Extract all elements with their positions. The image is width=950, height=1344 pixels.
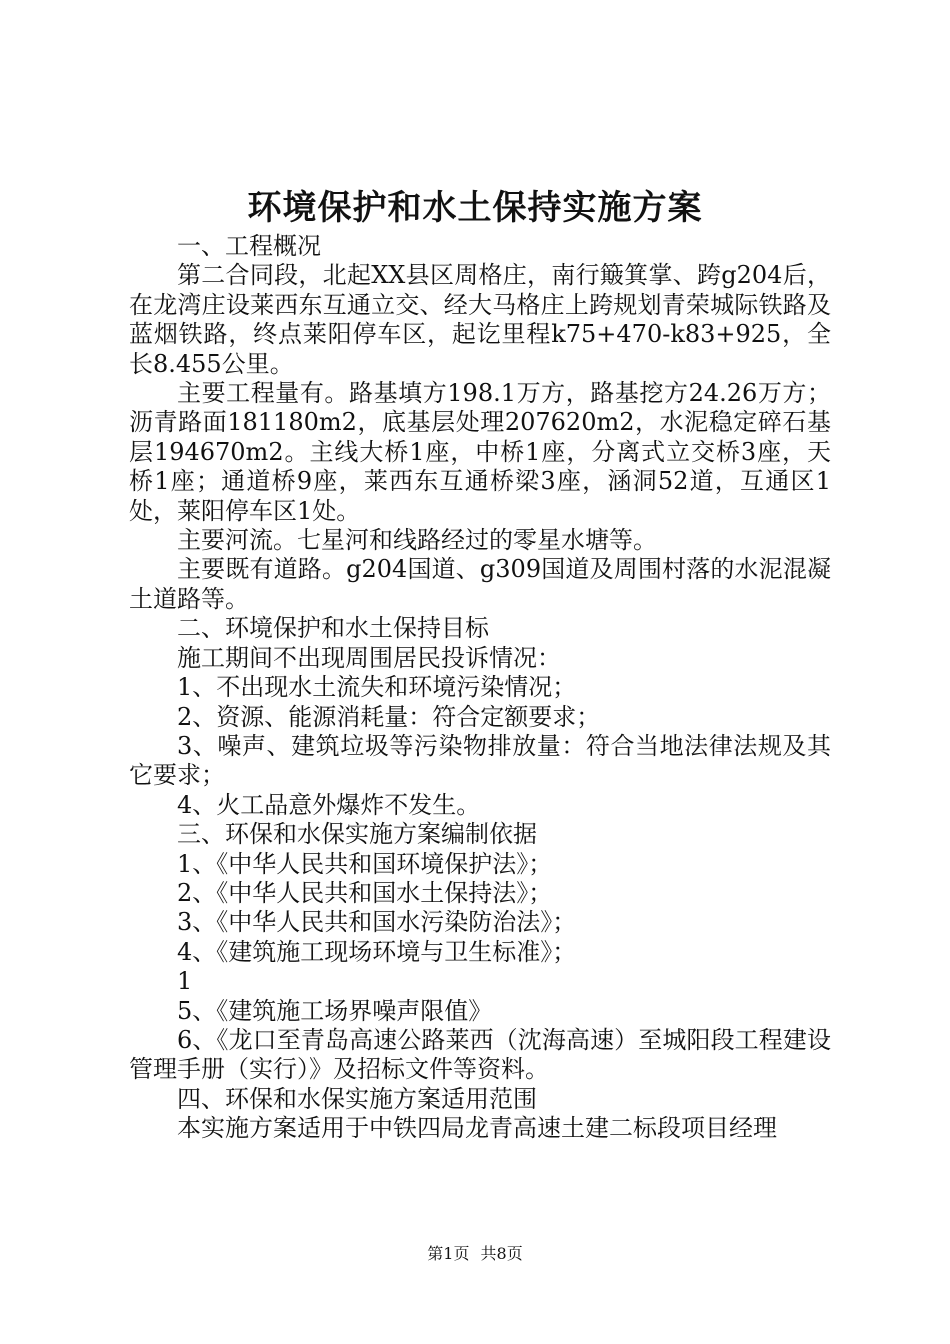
page-number: 第1页 — [427, 1244, 470, 1263]
list-item-basis-6: 6、《龙口至青岛高速公路莱西（沈海高速）至城阳段工程建设管理手册（实行）》及招标文件等资料。 — [129, 1025, 831, 1084]
section-heading-goals: 二、环境保护和水土保持目标 — [177, 614, 489, 643]
list-item-basis-1: 1、《中华人民共和国环境保护法》； — [177, 849, 553, 878]
paragraph-no-complaints: 施工期间不出现周围居民投诉情况： — [177, 643, 561, 672]
paragraph-main-quantities: 主要工程量有。路基填方198.1万方，路基挖方24.26万方；沥青路面181180m2，底基层处理207620m2，水泥稳定碎石基层194670m2。主线大桥1座，中桥1座，分离式立交桥3座，天桥1座；通道桥9座，莱西东互通桥梁3座，涵洞52道，互通区1处，莱阳停车区1处。 — [129, 379, 831, 525]
document-title: 环境保护和水土保持实施方案 — [247, 188, 703, 228]
list-item-basis-3: 3、《中华人民共和国水污染防治法》； — [177, 908, 577, 937]
list-item-basis-2: 2、《中华人民共和国水土保持法》； — [177, 878, 553, 907]
list-item-basis-4: 4、《建筑施工现场环境与卫生标准》； — [177, 937, 577, 966]
section-heading-scope: 四、环保和水保实施方案适用范围 — [177, 1084, 537, 1113]
paragraph-existing-roads: 主要既有道路。g204国道、g309国道及周围村落的水泥混凝土道路等。 — [129, 555, 831, 613]
section-heading-basis: 三、环保和水保实施方案编制依据 — [177, 820, 537, 849]
paragraph-main-rivers: 主要河流。七星河和线路经过的零星水塘等。 — [177, 526, 657, 555]
paragraph-scope: 本实施方案适用于中铁四局龙青高速土建二标段项目经理 — [177, 1114, 777, 1143]
section-heading-overview: 一、工程概况 — [177, 232, 321, 260]
list-item-goal-2: 2、资源、能源消耗量：符合定额要求； — [177, 702, 601, 731]
stray-number-line: 1 — [177, 967, 193, 996]
paragraph-contract-section: 第二合同段，北起XX县区周格庄，南行簸箕掌、跨g204后，在龙湾庄设莱西东互通立交、经大马格庄上跨规划青荣城际铁路及蓝烟铁路，终点莱阳停车区，起讫里程k75+470-k83+925，全长8.455公里。 — [129, 261, 831, 378]
page-footer — [0, 1243, 950, 1265]
page-total: 共8页 — [480, 1244, 523, 1263]
list-item-goal-3: 3、噪声、建筑垃圾等污染物排放量：符合当地法律法规及其它要求； — [129, 731, 831, 790]
list-item-basis-5: 5、《建筑施工场界噪声限值》 — [177, 996, 493, 1025]
list-item-goal-4: 4、火工品意外爆炸不发生。 — [177, 790, 481, 819]
document-body — [129, 232, 831, 1144]
list-item-goal-1: 1、不出现水土流失和环境污染情况； — [177, 673, 577, 702]
